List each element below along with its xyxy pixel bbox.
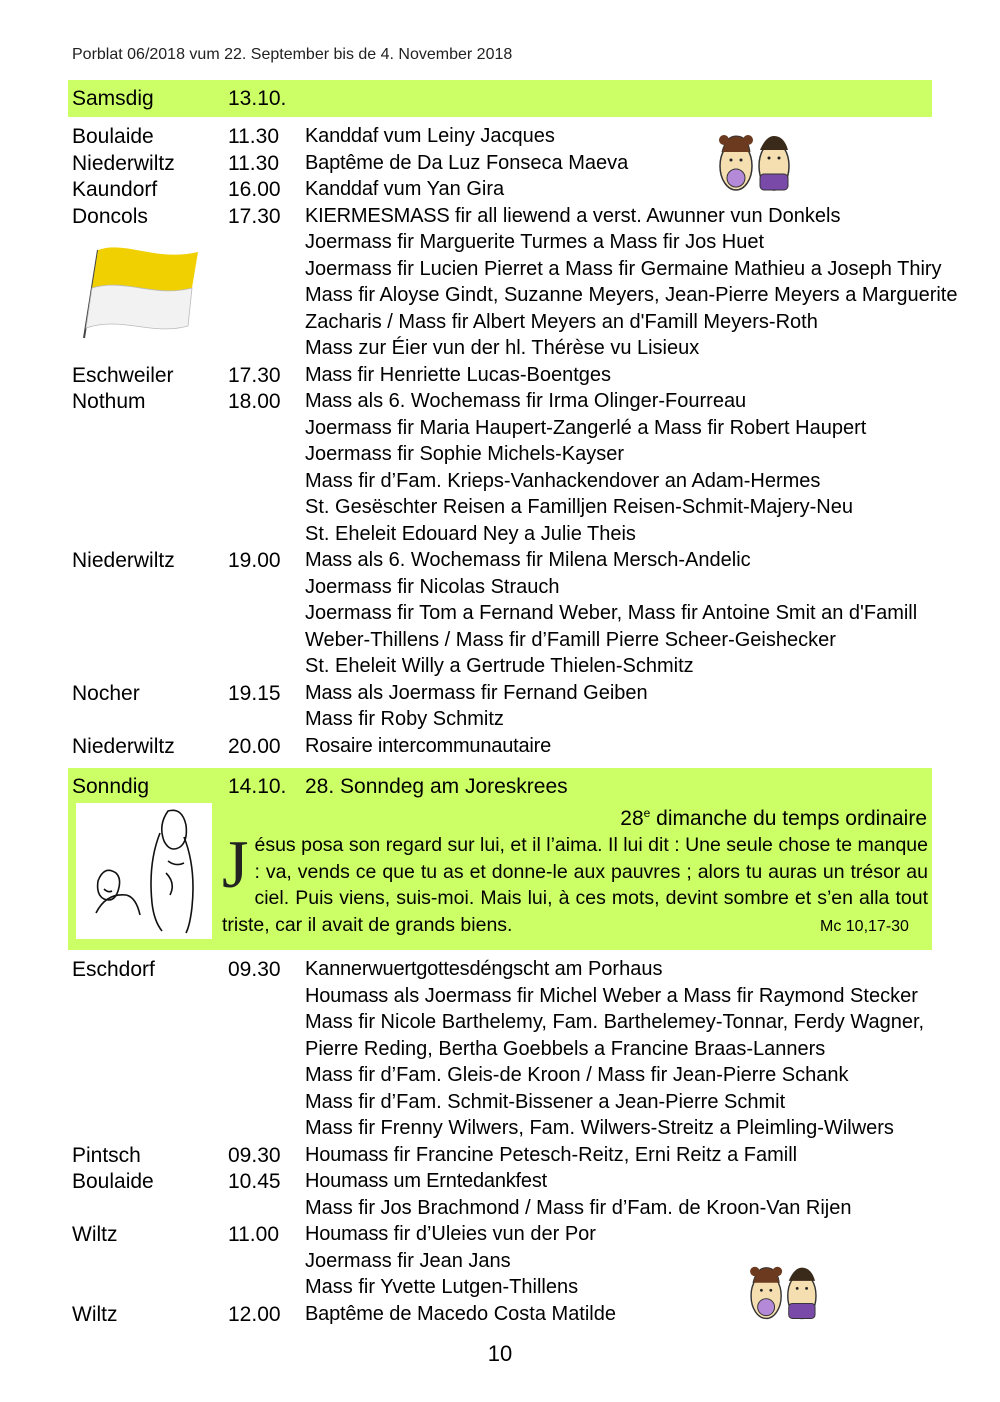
keyword: Rosaire intercommunautaire (305, 735, 552, 757)
illustration-box (76, 803, 212, 939)
place: Eschdorf (72, 958, 155, 981)
page-number: 10 (487, 1341, 513, 1366)
keyword: Kanddaf (305, 125, 379, 147)
place: Eschweiler (72, 364, 174, 387)
sunday-title: 28. Sonndeg am Joreskrees (305, 775, 568, 798)
list-item (0, 956, 1000, 983)
subtitle-sup: e (643, 806, 651, 820)
entry-text: Joermass fir Lucien Pierret a Mass fir Germaine Mathieu a Joseph Thiry (305, 258, 942, 280)
list-item (0, 123, 1000, 150)
entry-text: Mass fir Aloyse Gindt, Suzanne Meyers, Jean-Pierre Meyers a Marguerite (305, 284, 958, 306)
drop-cap: J (222, 826, 249, 902)
children-icon (742, 1262, 826, 1326)
list-item (0, 1036, 1000, 1063)
list-item (0, 494, 1000, 521)
place: Niederwiltz (72, 549, 175, 572)
time: 11.30 (228, 152, 279, 175)
subtitle-number: 28 (620, 807, 644, 830)
entry-text: Joermass fir Tom a Fernand Weber, Mass fir Antoine Smit an d'Famill (305, 602, 918, 624)
keyword: Kannerwuertgottesdéngscht (305, 958, 550, 980)
entry-text: als 6. Wochemass fir Milena Mersch-Andelic (351, 549, 751, 571)
entry-text: fir Henriette Lucas-Boentges (351, 364, 612, 386)
sunday-heading (0, 773, 1000, 800)
time: 18.00 (228, 390, 281, 413)
list-item (0, 1168, 1000, 1195)
keyword: Mass (305, 682, 352, 704)
entry-text: Mass fir Nicole Barthelemy, Fam. Barthelemey-Tonnar, Ferdy Wagner, (305, 1011, 925, 1033)
list-item (0, 1009, 1000, 1036)
keyword: Baptême (305, 152, 384, 174)
list-item (0, 1301, 1000, 1328)
day-label: Sonndig (72, 775, 150, 798)
time: 09.30 (228, 958, 281, 981)
saturday-heading (0, 85, 1000, 112)
entry-text: fir d’Uleies vun der Por (388, 1223, 596, 1245)
subtitle-text: dimanche du temps ordinaire (650, 807, 927, 830)
gospel-reference: Mc 10,17-30 (820, 918, 909, 935)
keyword: Mass (305, 390, 352, 412)
entry-text: de Da Luz Fonseca Maeva (383, 152, 629, 174)
list-item (0, 362, 1000, 389)
entry-text: Pierre Reding, Bertha Goebbels a Francine Braas-Lanners (305, 1038, 826, 1060)
list-item (0, 1195, 1000, 1222)
gospel-text: ésus posa son regard sur lui, et il l’aima. Il lui dit : Une seule chose te manque : va, vends ce que tu as et donne-le aux pauvres ; alors tu auras un trésor au ciel. Puis viens, suis-moi. Mais lui, à ces mots, devint sombre et s’en alla tout triste, car il avait de grands biens. (222, 834, 928, 936)
list-item (0, 468, 1000, 495)
entry-text: Mass fir Jos Brachmond / Mass fir d’Fam. de Kroon-Van Rijen (305, 1197, 852, 1219)
list-item (0, 653, 1000, 680)
time: 19.15 (228, 682, 281, 705)
list-item (0, 574, 1000, 601)
entry-text: Weber-Thillens / Mass fir d’Famill Pierre Scheer-Geishecker (305, 629, 836, 651)
list-item (0, 706, 1000, 733)
list-item (0, 1248, 1000, 1275)
place: Wiltz (72, 1223, 118, 1246)
list-item (0, 547, 1000, 574)
keyword: Mass (305, 549, 352, 571)
list-item (0, 1142, 1000, 1169)
entry-text: Mass fir Roby Schmitz (305, 708, 504, 730)
keyword: Houmass (305, 1144, 389, 1166)
list-item (0, 733, 1000, 760)
list-item (0, 521, 1000, 548)
place: Pintsch (72, 1144, 141, 1167)
time: 12.00 (228, 1303, 281, 1326)
entry-text: St. Gesëschter Reisen a Familljen Reisen-Schmit-Majery-Neu (305, 496, 853, 518)
entry-text: St. Eheleit Willy a Gertrude Thielen-Schmitz (305, 655, 694, 677)
place: Doncols (72, 205, 148, 228)
list-item (0, 1089, 1000, 1116)
entry-text: am Porhaus (549, 958, 663, 980)
entry-text: Mass zur Éier vun der hl. Thérèse vu Lisieux (305, 337, 700, 359)
jesus-illustration-icon (76, 803, 212, 939)
entry-text: als 6. Wochemass fir Irma Olinger-Fourreau (351, 390, 747, 412)
place: Niederwiltz (72, 735, 175, 758)
flag-icon (80, 240, 204, 340)
time: 09.30 (228, 1144, 281, 1167)
entry-text: fir all liewend a verst. Awunner vun Donkels (449, 205, 841, 227)
entry-text: Mass fir Frenny Wilwers, Fam. Wilwers-Streitz a Pleimling-Wilwers (305, 1117, 894, 1139)
entry-text: als Joermass fir Fernand Geiben (351, 682, 648, 704)
keyword: Mass (305, 364, 352, 386)
entry-text: vum Leiny Jacques (378, 125, 555, 147)
keyword: Houmass (305, 1223, 389, 1245)
date-label: 13.10. (228, 87, 287, 110)
time: 17.30 (228, 205, 281, 228)
entry-text: Mass fir d’Fam. Krieps-Vanhackendover an Adam-Hermes (305, 470, 821, 492)
keyword: Baptême (305, 1303, 384, 1325)
list-item (0, 983, 1000, 1010)
list-item (0, 388, 1000, 415)
list-item (0, 600, 1000, 627)
place: Niederwiltz (72, 152, 175, 175)
time: 17.30 (228, 364, 281, 387)
time: 19.00 (228, 549, 281, 572)
entry-text: als Joermass fir Michel Weber a Mass fir Raymond Stecker (388, 985, 918, 1007)
entry-text: St. Eheleit Edouard Ney a Julie Theis (305, 523, 636, 545)
keyword: Houmass (305, 985, 389, 1007)
time: 20.00 (228, 735, 281, 758)
place: Nocher (72, 682, 140, 705)
list-item (0, 680, 1000, 707)
list-item (0, 176, 1000, 203)
entry-text: Mass fir d’Fam. Schmit-Bissener a Jean-Pierre Schmit (305, 1091, 786, 1113)
entry-text: Joermass fir Marguerite Turmes a Mass fir Jos Huet (305, 231, 765, 253)
place: Boulaide (72, 1170, 154, 1193)
entry-text: Mass fir Yvette Lutgen-Thillens (305, 1276, 579, 1298)
list-item (0, 441, 1000, 468)
entry-text: Joermass fir Maria Haupert-Zangerlé a Mass fir Robert Haupert (305, 417, 867, 439)
time: 11.30 (228, 125, 279, 148)
entry-text: Zacharis / Mass fir Albert Meyers an d'Famill Meyers-Roth (305, 311, 818, 333)
entry-text: Joermass fir Sophie Michels-Kayser (305, 443, 624, 465)
sunday-subtitle (620, 800, 927, 832)
entry-text: Joermass fir Nicolas Strauch (305, 576, 560, 598)
entry-text: Joermass fir Jean Jans (305, 1250, 511, 1272)
keyword: Houmass um Erntedankfest (305, 1170, 547, 1192)
entry-text: fir Francine Petesch-Reitz, Erni Reitz a Famill (388, 1144, 798, 1166)
entry-text: Mass fir d’Fam. Gleis-de Kroon / Mass fir Jean-Pierre Schank (305, 1064, 849, 1086)
date-label: 14.10. (228, 775, 287, 798)
entry-text: vum Yan Gira (378, 178, 505, 200)
place: Wiltz (72, 1303, 118, 1326)
time: 11.00 (228, 1223, 279, 1246)
list-item (0, 627, 1000, 654)
place: Kaundorf (72, 178, 158, 201)
list-item (0, 1274, 1000, 1301)
place: Nothum (72, 390, 146, 413)
children-icon (712, 130, 798, 198)
time: 16.00 (228, 178, 281, 201)
list-item (0, 203, 1000, 230)
list-item (0, 415, 1000, 442)
time: 10.45 (228, 1170, 281, 1193)
list-item (0, 1221, 1000, 1248)
keyword: KIERMESMASS (305, 205, 450, 227)
keyword: Kanddaf (305, 178, 379, 200)
list-item (0, 1115, 1000, 1142)
place: Boulaide (72, 125, 154, 148)
day-label: Samsdig (72, 87, 154, 110)
entry-text: de Macedo Costa Matilde (383, 1303, 616, 1325)
list-item (0, 1062, 1000, 1089)
list-item (0, 150, 1000, 177)
page-header: Porblat 06/2018 vum 22. September bis de 4. November 2018 (72, 46, 513, 63)
